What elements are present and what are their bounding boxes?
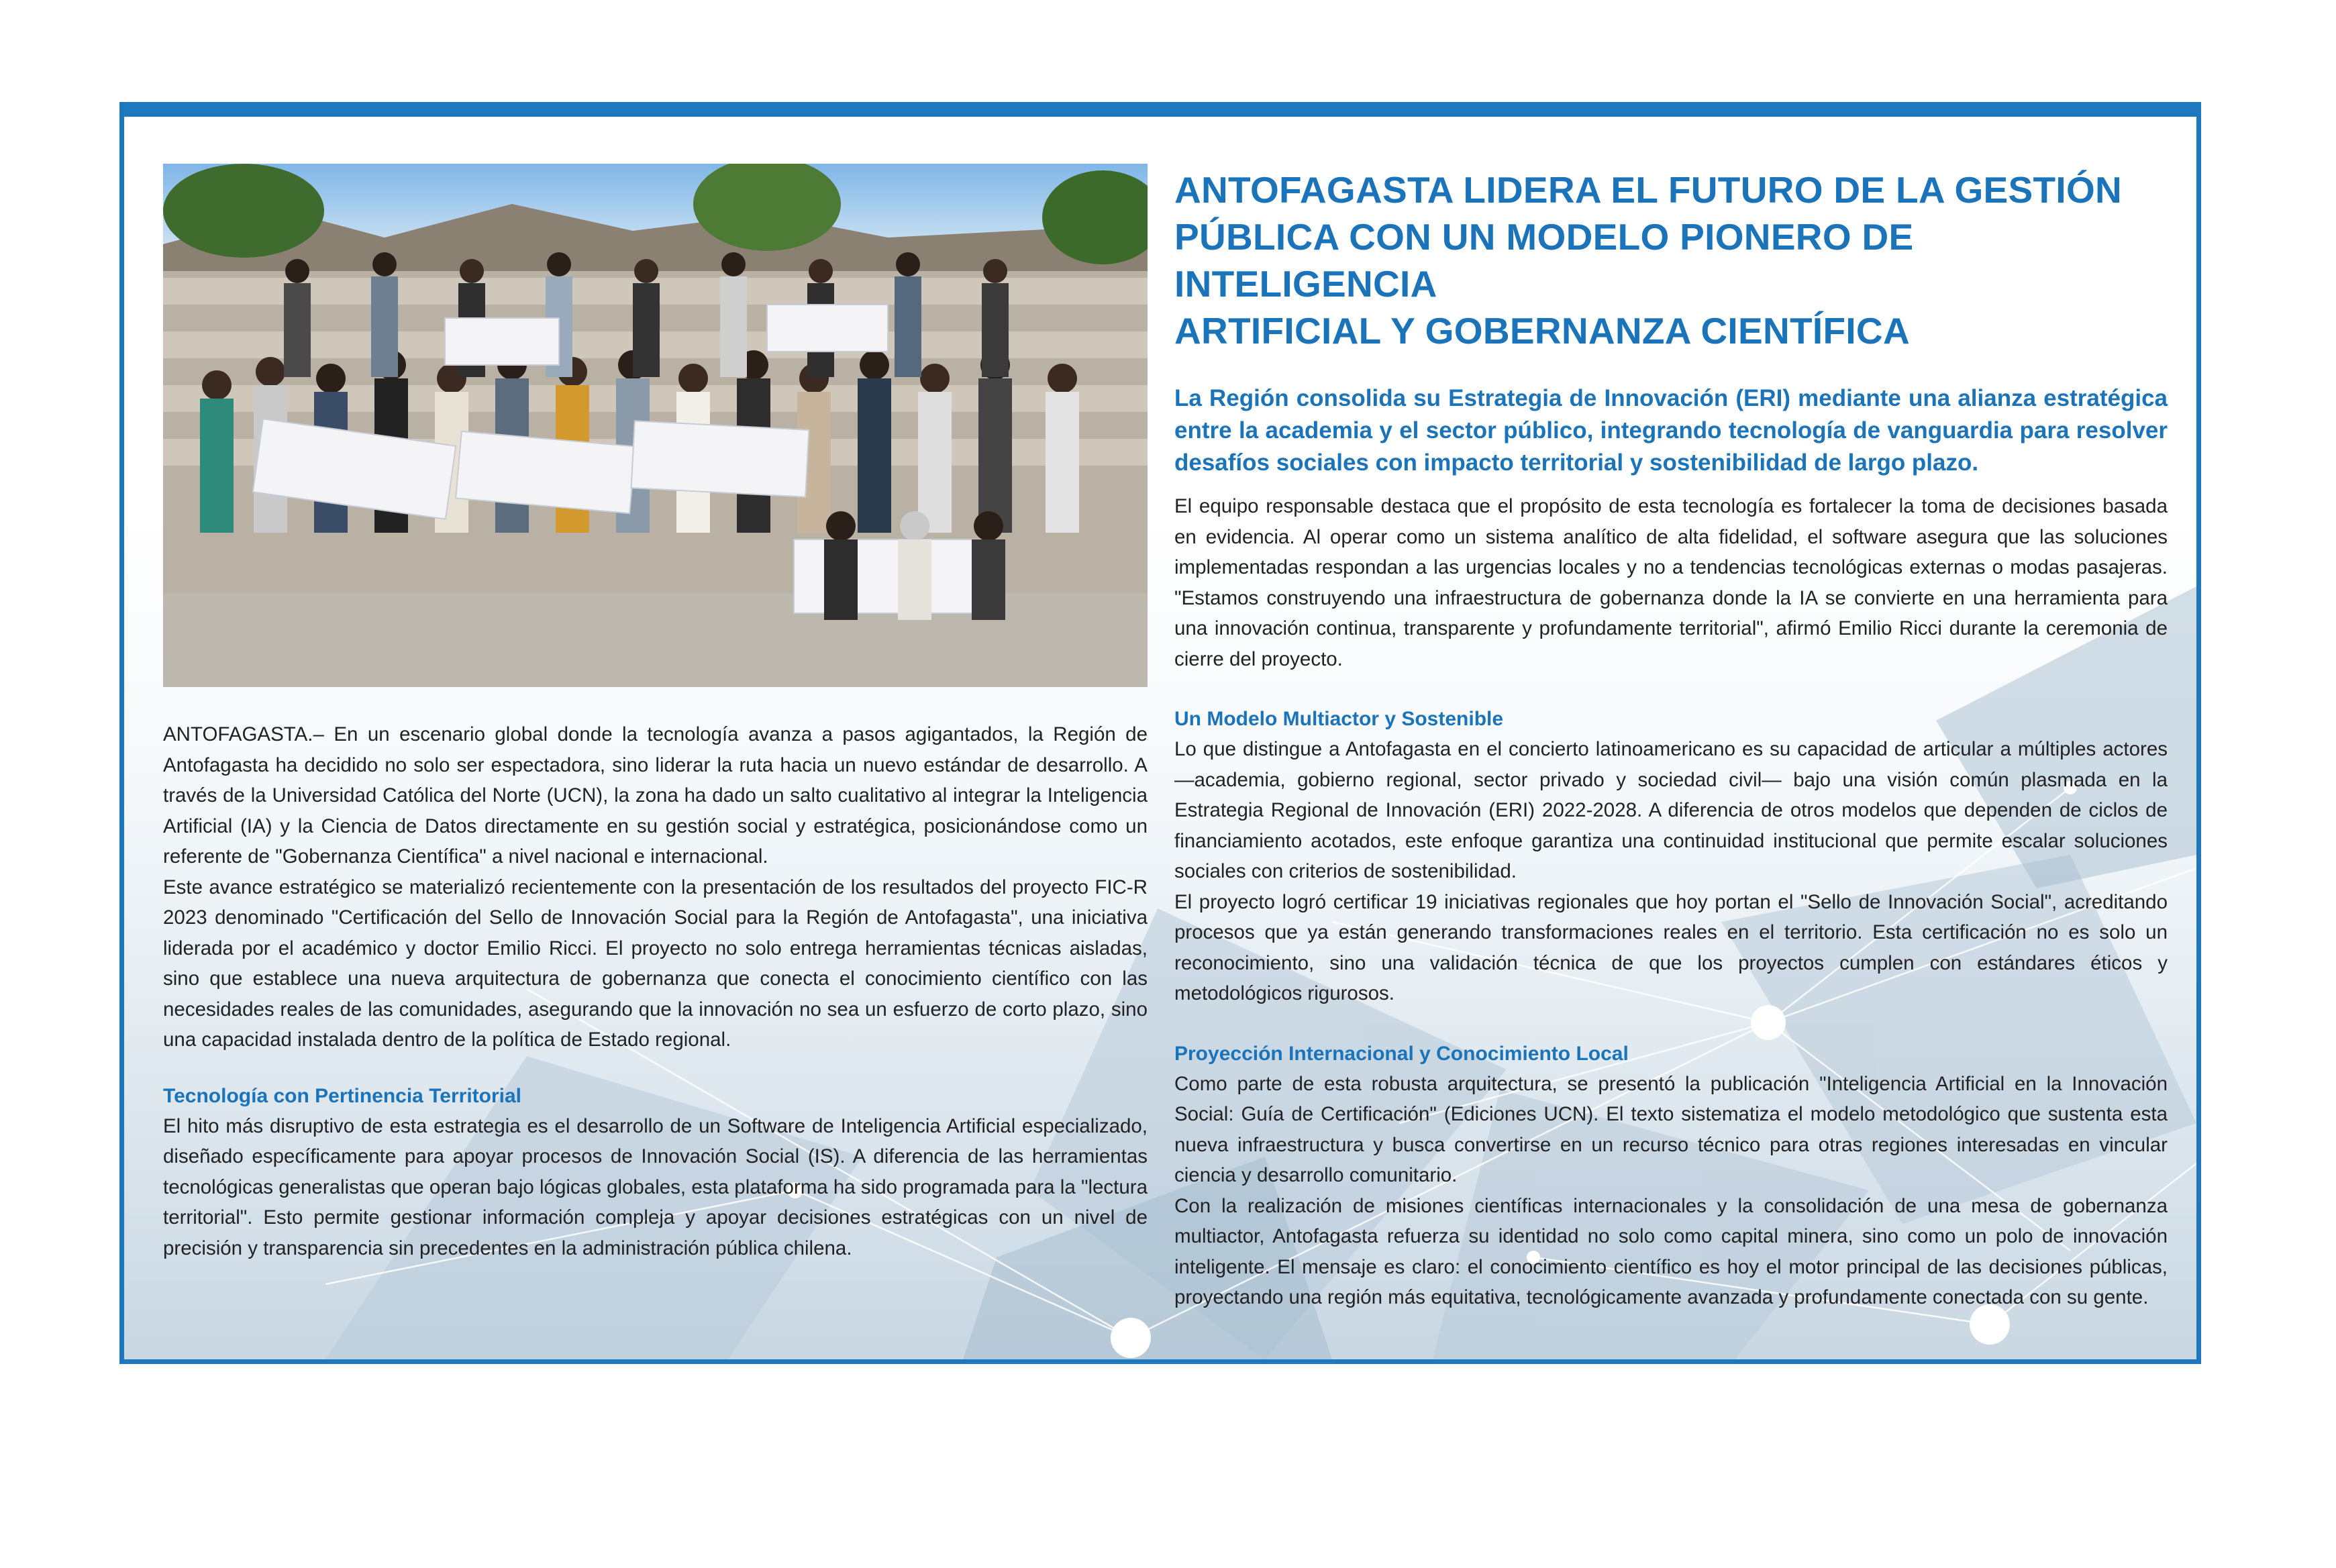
body-paragraph: Con la realización de misiones científicas internacionales y la consolidación de una mesa de gobernanza multiactor, Antofagasta refuerza su identidad no solo como capital minera, sino como un polo de innovación inteligente. El mensaje es claro: el conocimiento científico es hoy el motor principal de las decisiones públicas, proyectando una región más equitativa, tecnológicamente avanzada y profundamente conectada con su gente.	[1174, 1194, 2168, 1308]
section-heading: Tecnología con Pertinencia Territorial	[163, 1084, 522, 1107]
section-heading: Un Modelo Multiactor y Sostenible	[1174, 708, 1504, 730]
lede-paragraph: La Región consolida su Estrategia de Innovación (ERI) mediante una alianza estratégica entre la academia y el sector público, integrando tecnología de vanguardia para resolver desafíos sociales con impacto territorial y sostenibilidad de largo plazo.	[1174, 385, 2168, 476]
headline-line: ARTIFICIAL Y GOBERNANZA CIENTÍFICA	[1174, 310, 1910, 352]
body-paragraph: El proyecto logró certificar 19 iniciativas regionales que hoy portan el "Sello de Innovación Social", acreditando procesos que ya están generando transformaciones reales en el territorio. Esta certificación no es solo un reconocimiento, sino una validación técnica de que los proyectos cumplen con estándares éticos y metodológicos rigurosos.	[1174, 890, 2168, 1004]
section-heading: Proyección Internacional y Conocimiento Local	[1174, 1042, 1629, 1065]
body-paragraph: El equipo responsable destaca que el propósito de esta tecnología es fortalecer la toma de decisiones basada en evidencia. Al operar como un sistema analítico de alta fidelidad, el software asegura que las soluciones implementadas respondan a las urgencias locales y no a tendencias tecnológicas externas o modas pasajeras. "Estamos construyendo una infraestructura de gobernanza donde la IA se convierte en una herramienta para una innovación continua, transparente y profundamente territorial", afirmó Emilio Ricci durante la ceremonia de cierre del proyecto.	[1174, 495, 2168, 670]
headline	[1174, 166, 2168, 354]
body-paragraph: Lo que distingue a Antofagasta en el concierto latinoamericano es su capacidad de articular a múltiples actores —academia, gobierno regional, sector privado y sociedad civil— bajo una visión común plasmada en la Estrategia Regional de Innovación (ERI) 2022-2028. A diferencia de otros modelos que dependen de ciclos de financiamiento acotados, este enfoque garantiza una continuidad institucional que permite escalar soluciones sociales con criterios de sostenibilidad.	[1174, 738, 2168, 882]
headline-line: PÚBLICA CON UN MODELO PIONERO DE INTELIGENCIA	[1174, 216, 1914, 305]
left-column	[163, 719, 1148, 1263]
body-paragraph: El hito más disruptivo de esta estrategia es el desarrollo de un Software de Inteligencia Artificial especializado, diseñado específicamente para apoyar procesos de Innovación Social (IS). A diferencia de las herramientas tecnológicas generalistas que operan bajo lógicas globales, esta plataforma ha sido programada para la "lectura territorial". Esto permite gestionar información compleja y apoyar decisiones estratégicas con un nivel de precisión y transparencia sin precedentes en la administración pública chilena.	[163, 1114, 1148, 1259]
body-paragraph: Este avance estratégico se materializó recientemente con la presentación de los resultados del proyecto FIC-R 2023 denominado "Certificación del Sello de Innovación Social para la Región de Antofagasta", una iniciativa liderada por el académico y doctor Emilio Ricci. El proyecto no solo entrega herramientas técnicas aisladas, sino que establece una nueva arquitectura de gobernanza que conecta el conocimiento científico con las necesidades reales de las comunidades, asegurando que la innovación no sea un esfuerzo de corto plazo, sino una capacidad instalada dentro de la política de Estado regional.	[163, 876, 1148, 1051]
group-photo-icon	[163, 164, 1148, 687]
article-frame	[119, 102, 2201, 1364]
body-paragraph: Como parte de esta robusta arquitectura, se presentó la publicación "Inteligencia Artificial en la Innovación Social: Guía de Certificación" (Ediciones UCN). El texto sistematiza el modelo metodológico que sustenta esta nueva infraestructura y busca convertirse en un recurso técnico para otras regiones interesadas en vincular ciencia y desarrollo comunitario.	[1174, 1072, 2168, 1186]
headline-line: ANTOFAGASTA LIDERA EL FUTURO DE LA GESTIÓN	[1174, 169, 2123, 211]
intro-paragraph: ANTOFAGASTA.– En un escenario global donde la tecnología avanza a pasos agigantados, la Región de Antofagasta ha decidido no solo ser espectadora, sino liderar la ruta hacia un nuevo estándar de desarrollo. A través de la Universidad Católica del Norte (UCN), la zona ha dado un salto cualitativo al integrar la Inteligencia Artificial (IA) y la Ciencia de Datos directamente en su gestión social y estratégica, posicionándose como un referente de "Gobernanza Científica" a nivel nacional e internacional.	[163, 723, 1148, 868]
group-photo	[163, 164, 1148, 687]
right-column	[1174, 166, 2168, 1313]
